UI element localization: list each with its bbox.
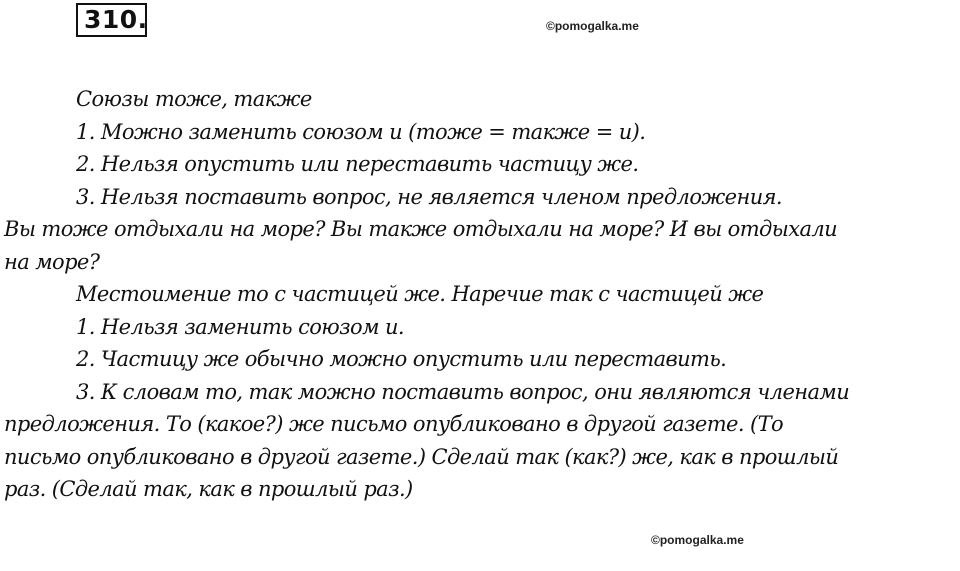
answer-text — [4, 83, 960, 506]
rule-line-4: 1. Нельзя заменить союзом и. — [76, 314, 404, 339]
task-number: 310. — [76, 3, 147, 37]
rule-line-1: 1. Можно заменить союзом и (тоже = также = и). — [76, 119, 646, 144]
example-line-5: раз. (Сделай так, как в прошлый раз.) — [4, 477, 413, 501]
example-line-2: на море? — [4, 249, 100, 274]
rule-line-2: 2. Нельзя опустить или переставить частицу же. — [76, 152, 639, 176]
heading-pronoun-adverb: Местоимение то с частицей же. Наречие так с частицей же — [76, 282, 764, 306]
example-line-3: предложения. То (какое?) же письмо опубликовано в другой газете. (То — [4, 412, 784, 436]
rule-line-6: 3. К словам то, так можно поставить вопрос, они являются членами — [76, 379, 850, 404]
watermark-bottom: ©pomogalka.me — [651, 533, 744, 547]
rule-line-5: 2. Частицу же обычно можно опустить или переставить. — [76, 347, 727, 371]
watermark-top: ©pomogalka.me — [546, 19, 639, 33]
heading-conjunctions: Союзы тоже, также — [76, 87, 312, 111]
rule-line-3: 3. Нельзя поставить вопрос, не является членом предложения. — [76, 184, 783, 209]
example-line-1: Вы тоже отдыхали на море? Вы также отдыхали на море? И вы отдыхали — [4, 217, 838, 241]
example-line-4: письмо опубликовано в другой газете.) Сделай так (как?) же, как в прошлый — [4, 444, 839, 469]
